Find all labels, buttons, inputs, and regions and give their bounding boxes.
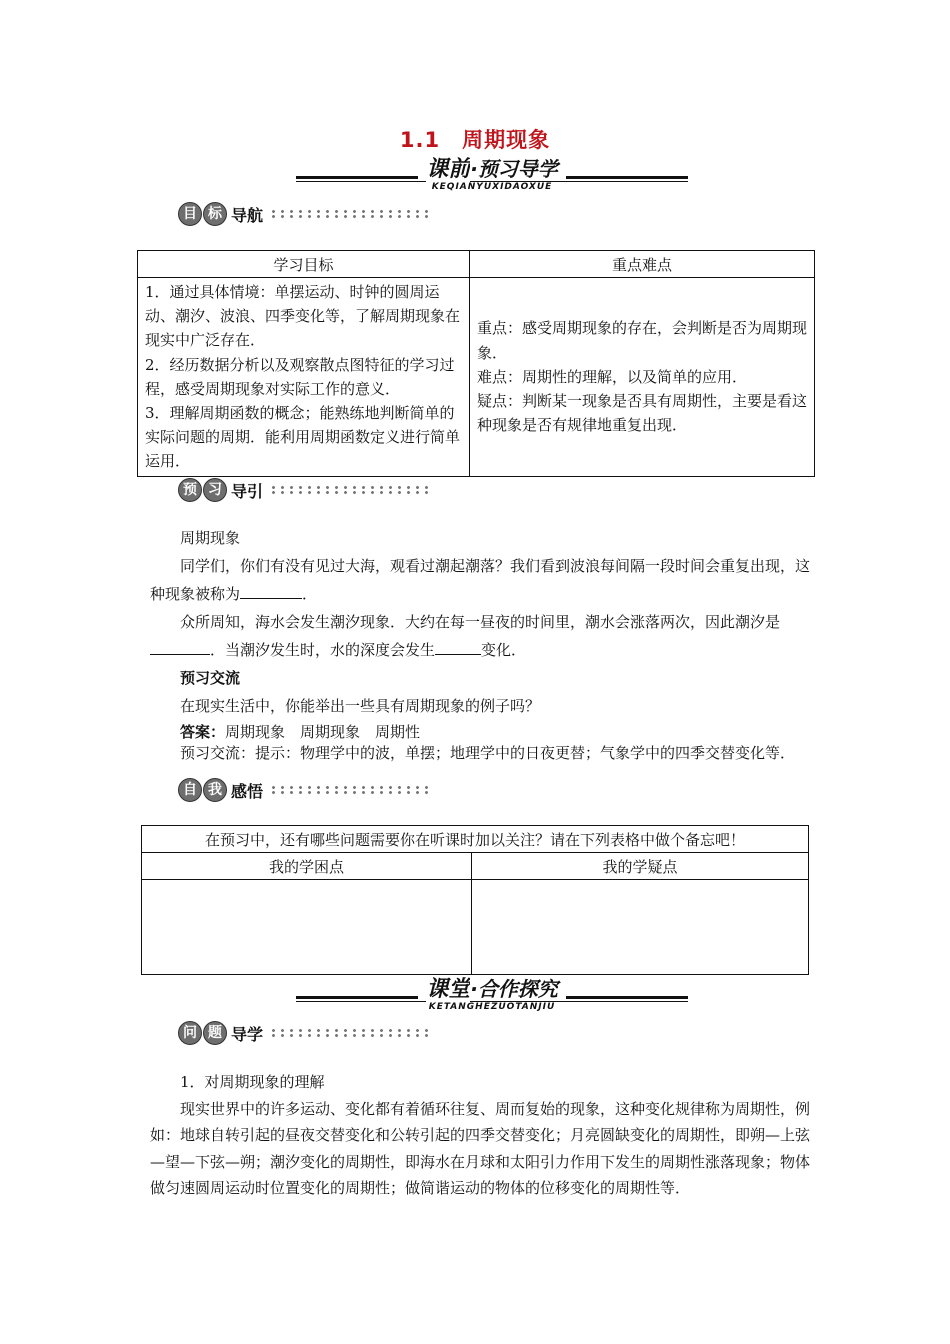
section-banner-preview <box>296 150 688 190</box>
banner-dot: · <box>470 977 478 1001</box>
dotted-rule <box>269 785 429 795</box>
exchange-title: 预习交流 <box>180 669 241 687</box>
answer-label: 答案： <box>180 723 226 741</box>
badge-char: 题 <box>203 1021 227 1045</box>
fill-blank[interactable] <box>150 638 210 655</box>
goal-item: 3．理解周期函数的概念；能熟练地判断简单的实际问题的周期．能利用周期函数定义进行简单运用． <box>145 404 461 471</box>
memo-col-header: 我的学疑点 <box>472 853 809 880</box>
badge-char: 我 <box>203 778 227 802</box>
memo-input-cell[interactable] <box>142 880 472 975</box>
focus-item: 难点：周期性的理解，以及简单的应用． <box>477 367 748 386</box>
memo-prompt: 在预习中，还有哪些问题需要你在听课时加以关注？请在下列表格中做个备忘吧！ <box>142 826 809 853</box>
dotted-rule <box>269 485 429 495</box>
answer-line <box>150 722 812 743</box>
dotted-rule <box>269 209 429 219</box>
banner-sub: 预习导学 <box>477 157 558 181</box>
focus-cell <box>470 278 815 477</box>
badge-char: 目 <box>178 202 202 226</box>
preview-heading: 周期现象 <box>180 529 241 547</box>
goal-item: 2．经历数据分析以及观察散点图特征的学习过程，感受周期现象对实际工作的意义． <box>145 355 455 398</box>
section-label: 导航 <box>231 205 264 225</box>
section-head-preview <box>178 478 429 502</box>
section-label: 导学 <box>231 1024 264 1044</box>
section-label: 感悟 <box>231 781 264 801</box>
section-head-study <box>178 1021 429 1045</box>
badge-char: 标 <box>203 202 227 226</box>
section-label: 导引 <box>231 481 264 501</box>
focus-item: 疑点：判断某一现象是否具有周期性，主要是看这种现象是否有规律地重复出现． <box>477 391 808 435</box>
answer-text: 周期现象 周期现象 周期性 <box>225 723 421 741</box>
study-body: 现实世界中的许多运动、变化都有着循环往复、周而复始的现象，这种变化规律称为周期性，例如：地球自转引起的昼夜交替变化和公转引起的四季交替变化；月亮圆缺变化的周期性，即朔—上弦—望—下弦—朔；潮汐变化的周期性，即海水在月球和太阳引力作用下发生的周期性涨落现象；物体做匀速圆周运动时位置变化的周期性；做简谐运动的物体的位移变化的周期性等． <box>150 1099 811 1197</box>
section-banner-class <box>296 970 688 1010</box>
badge-char: 问 <box>178 1021 202 1045</box>
preview-paragraph: 众所周知，海水会发生潮汐现象．大约在每一昼夜的时间里，潮水会涨落两次，因此潮汐是．当潮汐发生时，水的深度会发生 变化． <box>150 608 812 664</box>
section-head-reflection <box>178 778 429 802</box>
goals-cell <box>138 278 470 477</box>
goal-item: 1．通过具体情境：单摆运动、时钟的圆周运动、潮汐、波浪、四季变化等，了解周期现象在现实中广泛存在． <box>145 283 461 350</box>
goal-table-header: 学习目标 <box>138 251 470 278</box>
answer-exchange: 预习交流：提示：物理学中的波，单摆；地理学中的日夜更替；气象学中的四季交替变化等． <box>180 744 796 762</box>
badge-char: 习 <box>203 478 227 502</box>
badge-char: 预 <box>178 478 202 502</box>
answer-block <box>150 722 812 764</box>
banner-sub: 合作探究 <box>477 977 558 1001</box>
exchange-question: 在现实生活中，你能举出一些具有周期现象的例子吗？ <box>180 697 541 715</box>
memo-input-cell[interactable] <box>472 880 809 975</box>
page-title: 1.1 周期现象 <box>399 128 551 152</box>
memo-table <box>141 825 809 975</box>
section-head-goals <box>178 202 429 226</box>
goal-table-header: 重点难点 <box>470 251 815 278</box>
banner-main: 课堂 <box>426 977 471 1002</box>
banner-pinyin: KETANGHEZUOTANJIU <box>428 1002 556 1012</box>
preview-block <box>150 524 812 720</box>
badge-char: 自 <box>178 778 202 802</box>
banner-dot: · <box>470 157 478 181</box>
memo-col-header: 我的学困点 <box>142 853 472 880</box>
fill-blank[interactable] <box>435 638 481 655</box>
banner-main: 课前 <box>426 157 471 182</box>
study-heading: 1．对周期现象的理解 <box>180 1073 325 1091</box>
dotted-rule <box>269 1028 429 1038</box>
goal-table <box>137 250 815 477</box>
focus-item: 重点：感受周期现象的存在，会判断是否为周期现象． <box>477 319 808 362</box>
study-block <box>150 1069 812 1202</box>
fill-blank[interactable] <box>240 582 302 599</box>
banner-pinyin: KEQIANYUXIDAOXUE <box>431 182 553 192</box>
preview-paragraph: 同学们，你们有没有见过大海，观看过潮起潮落？我们看到波浪每间隔一段时间会重复出现，这种现象被称为 ． <box>150 557 811 603</box>
